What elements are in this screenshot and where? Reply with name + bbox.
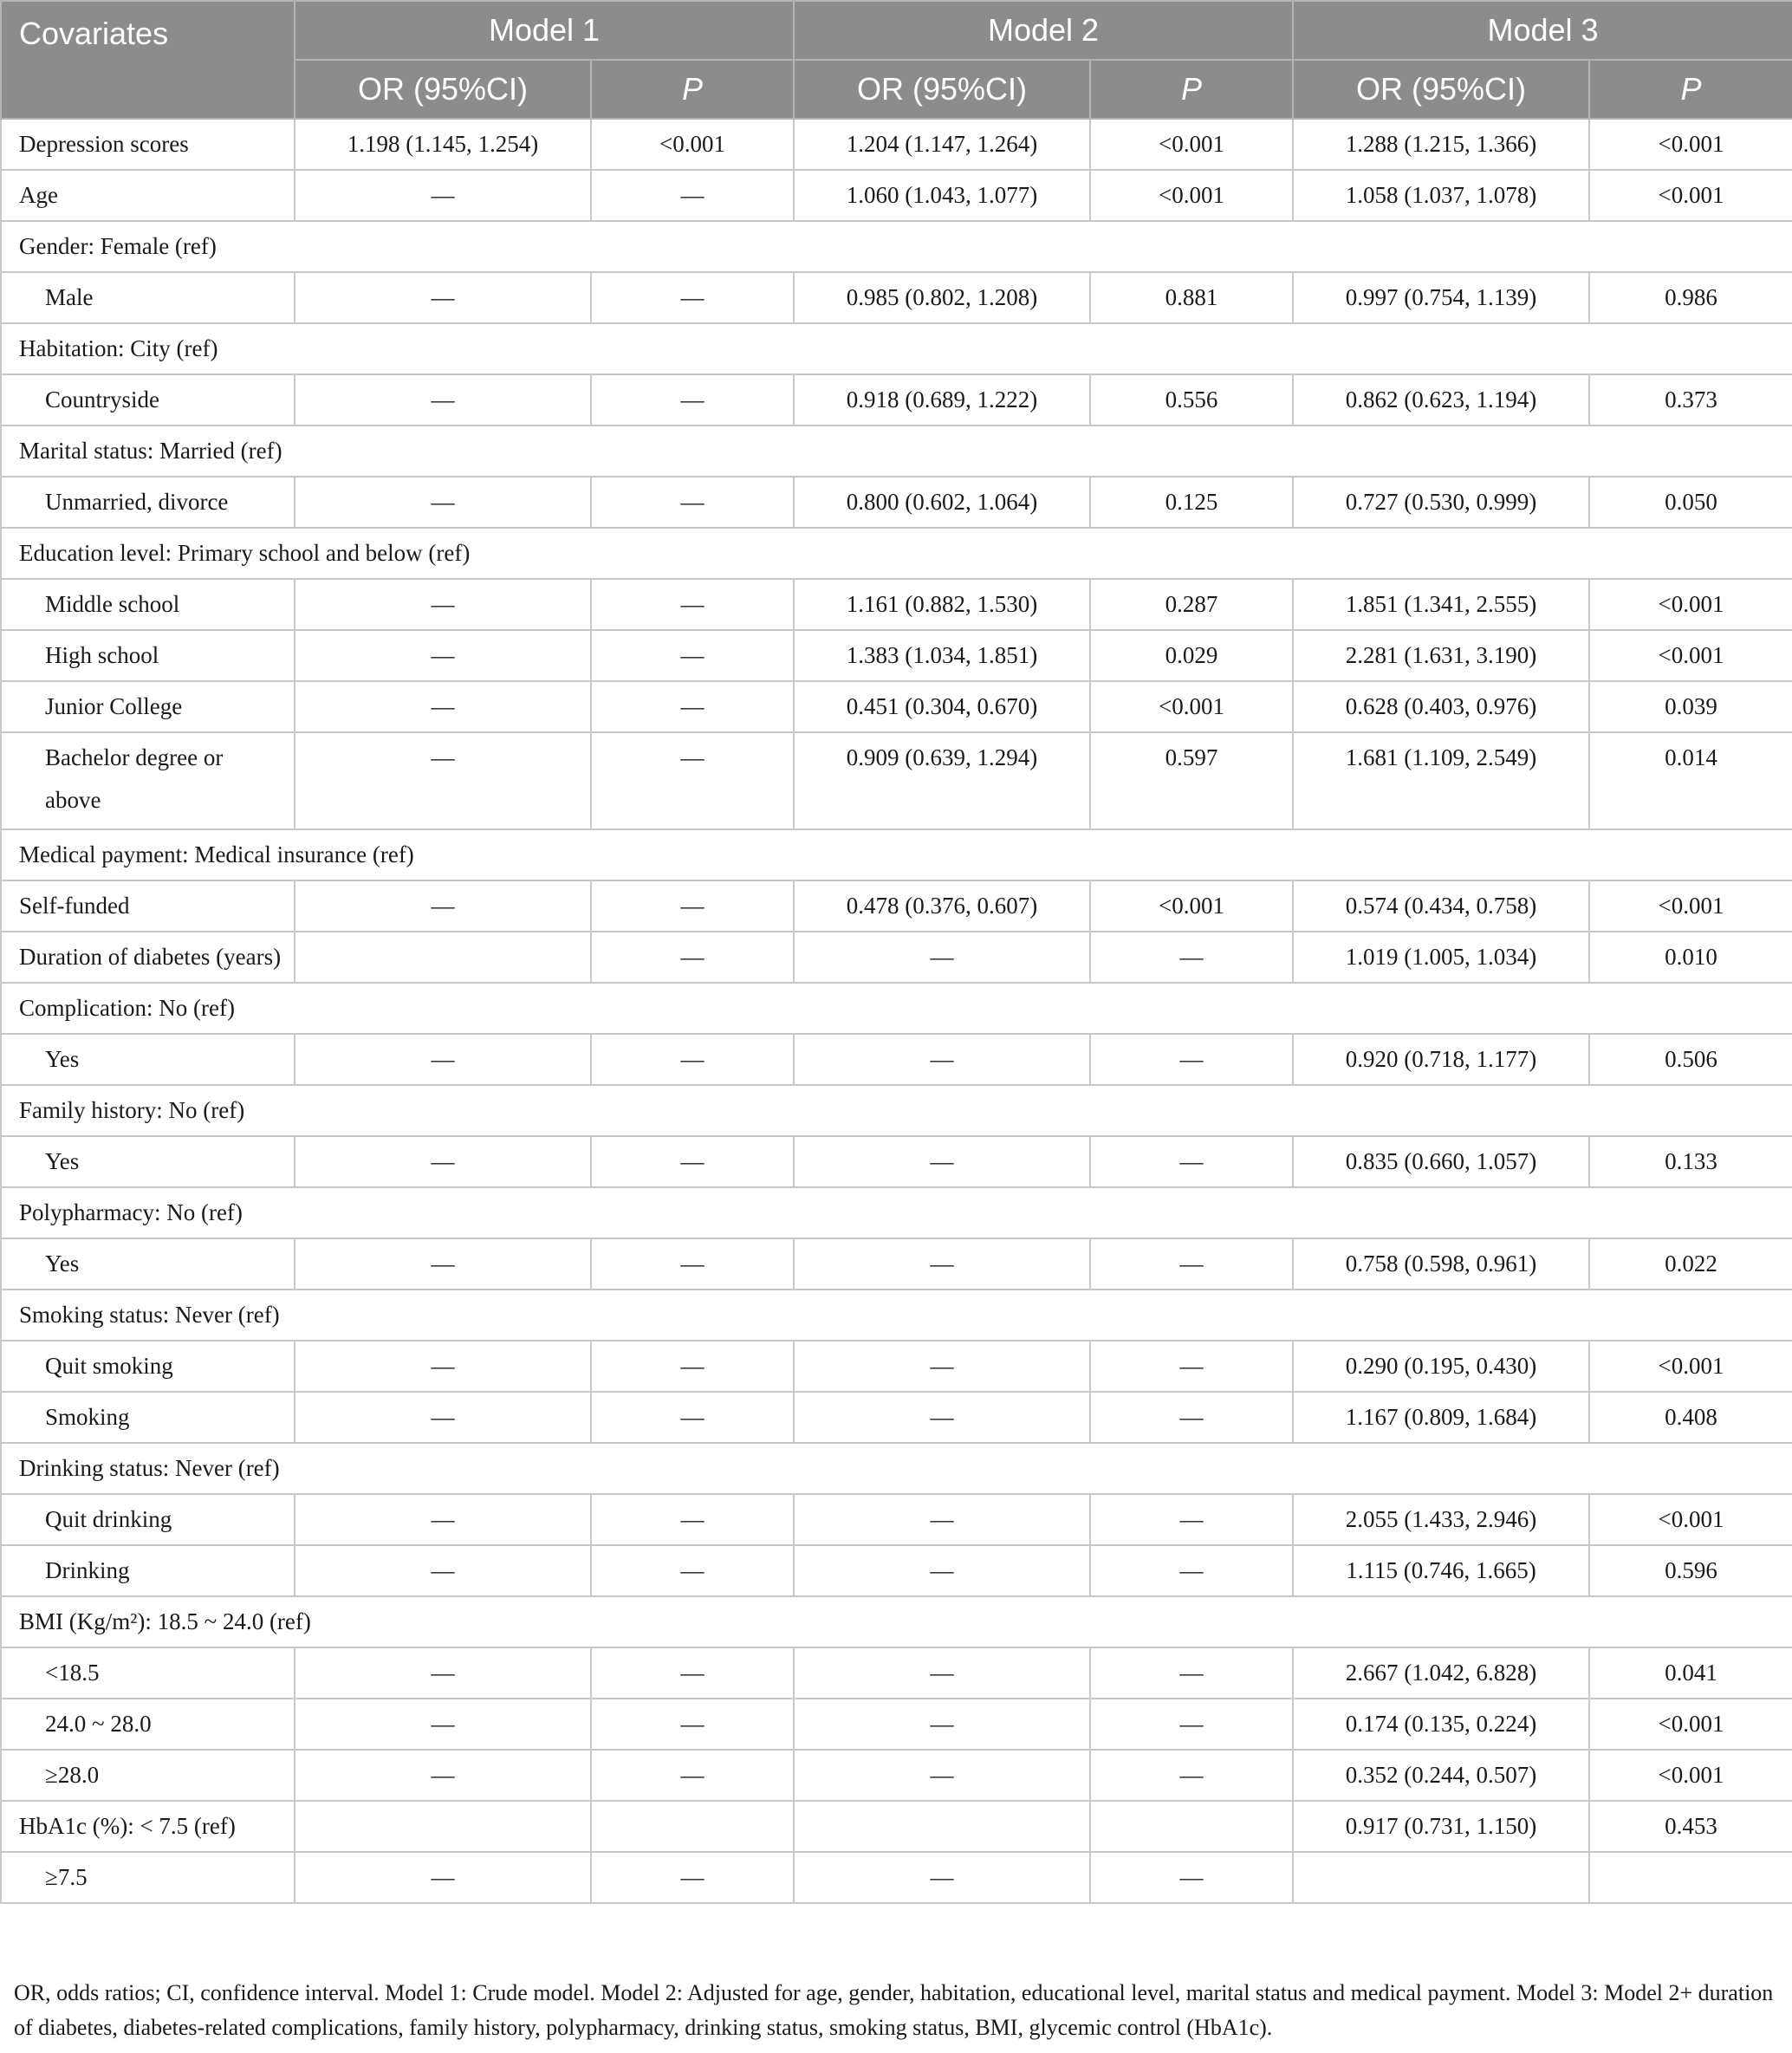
model-3-p-cell: 0.050 xyxy=(1589,477,1792,528)
model-1-or-cell: — xyxy=(295,1034,591,1085)
section-row xyxy=(1,323,1792,374)
table-row xyxy=(1,1034,1792,1085)
section-row xyxy=(1,983,1792,1034)
model-1-or-cell: — xyxy=(295,272,591,323)
model-2-or-cell: — xyxy=(794,1494,1090,1545)
table-footnote: OR, odds ratios; CI, confidence interval. Model 1: Crude model. Model 2: Adjusted for age, gender, habitation, educational level, marital status and medical payment. Model 3: Model 2+ duration of diabetes, diabetes-related complications, family history, polypharmacy, drinking status, smoking status, BMI, glycemic control (HbA1c). xyxy=(14,1980,1774,2040)
model-3-or-cell: 1.019 (1.005, 1.034) xyxy=(1293,932,1589,983)
model-2-or-cell: 0.985 (0.802, 1.208) xyxy=(794,272,1090,323)
model-2-or-cell: — xyxy=(794,1392,1090,1443)
model-3-p-cell: <0.001 xyxy=(1589,630,1792,681)
section-label: Marital status: Married (ref) xyxy=(1,426,1792,477)
model-2-or-header: OR (95%CI) xyxy=(794,60,1090,119)
model-3-or-cell xyxy=(1293,1852,1589,1903)
model-1-p-cell: — xyxy=(591,1034,794,1085)
model-3-p-cell: <0.001 xyxy=(1589,880,1792,932)
model-2-p-cell: — xyxy=(1090,1852,1293,1903)
model-3-or-cell: 0.758 (0.598, 0.961) xyxy=(1293,1238,1589,1290)
model-2-p-cell: — xyxy=(1090,1494,1293,1545)
model-2-p-cell: — xyxy=(1090,1699,1293,1750)
section-label: Family history: No (ref) xyxy=(1,1085,1792,1136)
model-1-p-cell: — xyxy=(591,272,794,323)
model-3-header: Model 3 xyxy=(1293,1,1792,60)
model-3-p-cell: 0.133 xyxy=(1589,1136,1792,1187)
model-1-or-cell: — xyxy=(295,1545,591,1596)
covariate-label: High school xyxy=(1,630,295,681)
covariate-label: Yes xyxy=(1,1238,295,1290)
model-3-or-cell: 1.058 (1.037, 1.078) xyxy=(1293,170,1589,221)
covariate-label: Yes xyxy=(1,1034,295,1085)
model-1-p-cell: — xyxy=(591,732,794,829)
covariate-label: Duration of diabetes (years) xyxy=(1,932,295,983)
model-1-or-cell: — xyxy=(295,630,591,681)
model-1-or-cell: — xyxy=(295,579,591,630)
model-1-or-cell: — xyxy=(295,732,591,829)
model-2-or-cell: 1.204 (1.147, 1.264) xyxy=(794,119,1090,170)
model-3-p-cell: 0.453 xyxy=(1589,1801,1792,1852)
model-2-p-cell: <0.001 xyxy=(1090,170,1293,221)
model-3-or-cell: 0.862 (0.623, 1.194) xyxy=(1293,374,1589,426)
model-1-p-cell: — xyxy=(591,1136,794,1187)
covariate-label: Depression scores xyxy=(1,119,295,170)
model-2-or-cell: — xyxy=(794,1136,1090,1187)
table-row xyxy=(1,1801,1792,1852)
model-3-p-cell: 0.039 xyxy=(1589,681,1792,732)
model-1-p-cell: — xyxy=(591,1699,794,1750)
model-3-p-cell: 0.373 xyxy=(1589,374,1792,426)
section-label: Habitation: City (ref) xyxy=(1,323,1792,374)
model-3-p-cell: <0.001 xyxy=(1589,579,1792,630)
model-2-or-cell: — xyxy=(794,1699,1090,1750)
model-1-or-cell: — xyxy=(295,477,591,528)
table-row xyxy=(1,1647,1792,1699)
section-row xyxy=(1,1596,1792,1647)
model-2-or-cell: — xyxy=(794,1238,1090,1290)
model-3-or-cell: 0.920 (0.718, 1.177) xyxy=(1293,1034,1589,1085)
model-1-p-cell: — xyxy=(591,1647,794,1699)
model-3-p-cell: 0.014 xyxy=(1589,732,1792,829)
model-3-p-cell: <0.001 xyxy=(1589,1494,1792,1545)
model-3-p-cell: 0.506 xyxy=(1589,1034,1792,1085)
covariate-label: Unmarried, divorce xyxy=(1,477,295,528)
covariate-label: Quit drinking xyxy=(1,1494,295,1545)
table-row xyxy=(1,1238,1792,1290)
section-label: Education level: Primary school and below (ref) xyxy=(1,528,1792,579)
model-3-or-cell: 1.681 (1.109, 2.549) xyxy=(1293,732,1589,829)
table-row xyxy=(1,170,1792,221)
model-1-p-cell: — xyxy=(591,630,794,681)
model-3-p-cell: 0.041 xyxy=(1589,1647,1792,1699)
section-label: Drinking status: Never (ref) xyxy=(1,1443,1792,1494)
model-1-p-cell xyxy=(591,1801,794,1852)
model-2-p-cell: — xyxy=(1090,1136,1293,1187)
model-1-or-cell: — xyxy=(295,1392,591,1443)
model-2-or-cell: — xyxy=(794,1545,1090,1596)
table-row xyxy=(1,681,1792,732)
model-2-or-cell: — xyxy=(794,932,1090,983)
covariate-label: <18.5 xyxy=(1,1647,295,1699)
covariate-label: ≥28.0 xyxy=(1,1750,295,1801)
model-3-or-cell: 1.167 (0.809, 1.684) xyxy=(1293,1392,1589,1443)
model-1-or-cell xyxy=(295,932,591,983)
covariate-label: Drinking xyxy=(1,1545,295,1596)
covariate-label: HbA1c (%): < 7.5 (ref) xyxy=(1,1801,295,1852)
covariate-label: Age xyxy=(1,170,295,221)
model-3-p-cell: <0.001 xyxy=(1589,119,1792,170)
section-row xyxy=(1,221,1792,272)
model-2-p-cell: 0.597 xyxy=(1090,732,1293,829)
model-2-or-cell: 1.161 (0.882, 1.530) xyxy=(794,579,1090,630)
model-2-p-header: P xyxy=(1090,60,1293,119)
model-2-or-cell: — xyxy=(794,1852,1090,1903)
table-body xyxy=(1,119,1792,1903)
model-3-p-cell xyxy=(1589,1852,1792,1903)
model-1-p-cell: — xyxy=(591,1341,794,1392)
model-3-or-cell: 0.727 (0.530, 0.999) xyxy=(1293,477,1589,528)
covariate-label: Bachelor degree or above xyxy=(1,732,295,829)
model-2-p-cell: — xyxy=(1090,1238,1293,1290)
model-2-p-cell: — xyxy=(1090,932,1293,983)
model-2-p-cell: <0.001 xyxy=(1090,681,1293,732)
model-2-p-cell: — xyxy=(1090,1647,1293,1699)
model-3-or-cell: 0.290 (0.195, 0.430) xyxy=(1293,1341,1589,1392)
section-row xyxy=(1,528,1792,579)
model-1-or-cell xyxy=(295,1801,591,1852)
covariate-label: Junior College xyxy=(1,681,295,732)
section-label: Medical payment: Medical insurance (ref) xyxy=(1,829,1792,880)
model-2-or-cell: 0.918 (0.689, 1.222) xyxy=(794,374,1090,426)
model-3-or-cell: 1.851 (1.341, 2.555) xyxy=(1293,579,1589,630)
section-label: Complication: No (ref) xyxy=(1,983,1792,1034)
table-row xyxy=(1,1699,1792,1750)
model-3-p-cell: <0.001 xyxy=(1589,1341,1792,1392)
model-1-p-cell: — xyxy=(591,1392,794,1443)
model-2-or-cell: 0.909 (0.639, 1.294) xyxy=(794,732,1090,829)
model-3-p-cell: 0.010 xyxy=(1589,932,1792,983)
model-2-p-cell: <0.001 xyxy=(1090,880,1293,932)
model-3-or-cell: 2.281 (1.631, 3.190) xyxy=(1293,630,1589,681)
model-1-p-cell: — xyxy=(591,932,794,983)
covariate-label: Yes xyxy=(1,1136,295,1187)
model-1-or-cell: — xyxy=(295,1647,591,1699)
model-2-p-cell: <0.001 xyxy=(1090,119,1293,170)
model-1-p-cell: — xyxy=(591,477,794,528)
table-row xyxy=(1,932,1792,983)
covariate-label: Quit smoking xyxy=(1,1341,295,1392)
model-1-or-cell: 1.198 (1.145, 1.254) xyxy=(295,119,591,170)
model-1-or-cell: — xyxy=(295,1750,591,1801)
model-3-or-cell: 0.917 (0.731, 1.150) xyxy=(1293,1801,1589,1852)
model-3-p-cell: <0.001 xyxy=(1589,1699,1792,1750)
model-3-or-header: OR (95%CI) xyxy=(1293,60,1589,119)
model-3-or-cell: 0.628 (0.403, 0.976) xyxy=(1293,681,1589,732)
model-1-p-cell: — xyxy=(591,374,794,426)
table-row xyxy=(1,579,1792,630)
model-1-p-cell: — xyxy=(591,880,794,932)
model-3-p-cell: <0.001 xyxy=(1589,1750,1792,1801)
section-row xyxy=(1,1187,1792,1238)
model-3-or-cell: 0.997 (0.754, 1.139) xyxy=(1293,272,1589,323)
table-row xyxy=(1,1494,1792,1545)
model-3-or-cell: 2.055 (1.433, 2.946) xyxy=(1293,1494,1589,1545)
model-3-p-cell: 0.022 xyxy=(1589,1238,1792,1290)
model-1-or-header: OR (95%CI) xyxy=(295,60,591,119)
model-2-or-cell: — xyxy=(794,1750,1090,1801)
table-row xyxy=(1,1750,1792,1801)
model-1-p-cell: — xyxy=(591,170,794,221)
model-1-p-header: P xyxy=(591,60,794,119)
model-2-p-cell: 0.287 xyxy=(1090,579,1293,630)
table-row xyxy=(1,1136,1792,1187)
model-1-or-cell: — xyxy=(295,1341,591,1392)
model-1-p-cell: — xyxy=(591,579,794,630)
model-1-or-cell: — xyxy=(295,681,591,732)
covariate-label: Countryside xyxy=(1,374,295,426)
model-1-or-cell: — xyxy=(295,1238,591,1290)
model-2-or-cell xyxy=(794,1801,1090,1852)
model-2-header: Model 2 xyxy=(794,1,1293,60)
model-1-p-cell: — xyxy=(591,1750,794,1801)
model-1-or-cell: — xyxy=(295,880,591,932)
covariate-label: Middle school xyxy=(1,579,295,630)
covariate-label: Male xyxy=(1,272,295,323)
table-row xyxy=(1,1392,1792,1443)
table-row xyxy=(1,1545,1792,1596)
model-2-or-cell: 0.800 (0.602, 1.064) xyxy=(794,477,1090,528)
model-3-p-header: P xyxy=(1589,60,1792,119)
model-2-p-cell: 0.556 xyxy=(1090,374,1293,426)
section-label: BMI (Kg/m²): 18.5 ~ 24.0 (ref) xyxy=(1,1596,1792,1647)
model-2-or-cell: 0.451 (0.304, 0.670) xyxy=(794,681,1090,732)
section-label: Smoking status: Never (ref) xyxy=(1,1290,1792,1341)
model-2-or-cell: — xyxy=(794,1341,1090,1392)
model-2-or-cell: 1.383 (1.034, 1.851) xyxy=(794,630,1090,681)
covariates-header: Covariates xyxy=(1,1,295,119)
model-1-p-cell: — xyxy=(591,1494,794,1545)
covariate-label: Self-funded xyxy=(1,880,295,932)
model-2-p-cell: — xyxy=(1090,1034,1293,1085)
model-1-header: Model 1 xyxy=(295,1,794,60)
model-1-or-cell: — xyxy=(295,1136,591,1187)
table-row xyxy=(1,732,1792,829)
model-2-or-cell: — xyxy=(794,1034,1090,1085)
model-1-p-cell: — xyxy=(591,1852,794,1903)
table-row xyxy=(1,119,1792,170)
model-2-or-cell: 0.478 (0.376, 0.607) xyxy=(794,880,1090,932)
model-3-or-cell: 1.115 (0.746, 1.665) xyxy=(1293,1545,1589,1596)
model-3-or-cell: 0.574 (0.434, 0.758) xyxy=(1293,880,1589,932)
section-row xyxy=(1,1443,1792,1494)
table-row xyxy=(1,477,1792,528)
model-2-p-cell xyxy=(1090,1801,1293,1852)
model-2-p-cell: — xyxy=(1090,1750,1293,1801)
model-2-or-cell: — xyxy=(794,1647,1090,1699)
model-2-p-cell: 0.029 xyxy=(1090,630,1293,681)
model-2-p-cell: — xyxy=(1090,1545,1293,1596)
section-row xyxy=(1,829,1792,880)
model-2-p-cell: 0.881 xyxy=(1090,272,1293,323)
model-3-or-cell: 1.288 (1.215, 1.366) xyxy=(1293,119,1589,170)
model-3-or-cell: 0.835 (0.660, 1.057) xyxy=(1293,1136,1589,1187)
table-row xyxy=(1,374,1792,426)
model-2-p-cell: 0.125 xyxy=(1090,477,1293,528)
table-row xyxy=(1,1852,1792,1903)
model-2-p-cell: — xyxy=(1090,1341,1293,1392)
covariate-label: ≥7.5 xyxy=(1,1852,295,1903)
model-1-p-cell: — xyxy=(591,681,794,732)
model-3-or-cell: 2.667 (1.042, 6.828) xyxy=(1293,1647,1589,1699)
model-3-p-cell: 0.596 xyxy=(1589,1545,1792,1596)
covariate-label: Smoking xyxy=(1,1392,295,1443)
section-row xyxy=(1,1290,1792,1341)
model-1-p-cell: <0.001 xyxy=(591,119,794,170)
section-label: Polypharmacy: No (ref) xyxy=(1,1187,1792,1238)
model-1-or-cell: — xyxy=(295,1699,591,1750)
model-1-p-cell: — xyxy=(591,1545,794,1596)
model-3-or-cell: 0.174 (0.135, 0.224) xyxy=(1293,1699,1589,1750)
model-3-p-cell: 0.986 xyxy=(1589,272,1792,323)
table-row xyxy=(1,880,1792,932)
section-label: Gender: Female (ref) xyxy=(1,221,1792,272)
model-1-or-cell: — xyxy=(295,170,591,221)
table-row xyxy=(1,1341,1792,1392)
model-3-p-cell: 0.408 xyxy=(1589,1392,1792,1443)
model-2-p-cell: — xyxy=(1090,1392,1293,1443)
table-header xyxy=(1,1,1792,119)
model-1-or-cell: — xyxy=(295,1494,591,1545)
model-2-or-cell: 1.060 (1.043, 1.077) xyxy=(794,170,1090,221)
model-1-p-cell: — xyxy=(591,1238,794,1290)
section-row xyxy=(1,426,1792,477)
table-row xyxy=(1,630,1792,681)
table-row xyxy=(1,272,1792,323)
section-row xyxy=(1,1085,1792,1136)
covariate-label: 24.0 ~ 28.0 xyxy=(1,1699,295,1750)
model-1-or-cell: — xyxy=(295,1852,591,1903)
model-3-or-cell: 0.352 (0.244, 0.507) xyxy=(1293,1750,1589,1801)
model-3-p-cell: <0.001 xyxy=(1589,170,1792,221)
model-1-or-cell: — xyxy=(295,374,591,426)
